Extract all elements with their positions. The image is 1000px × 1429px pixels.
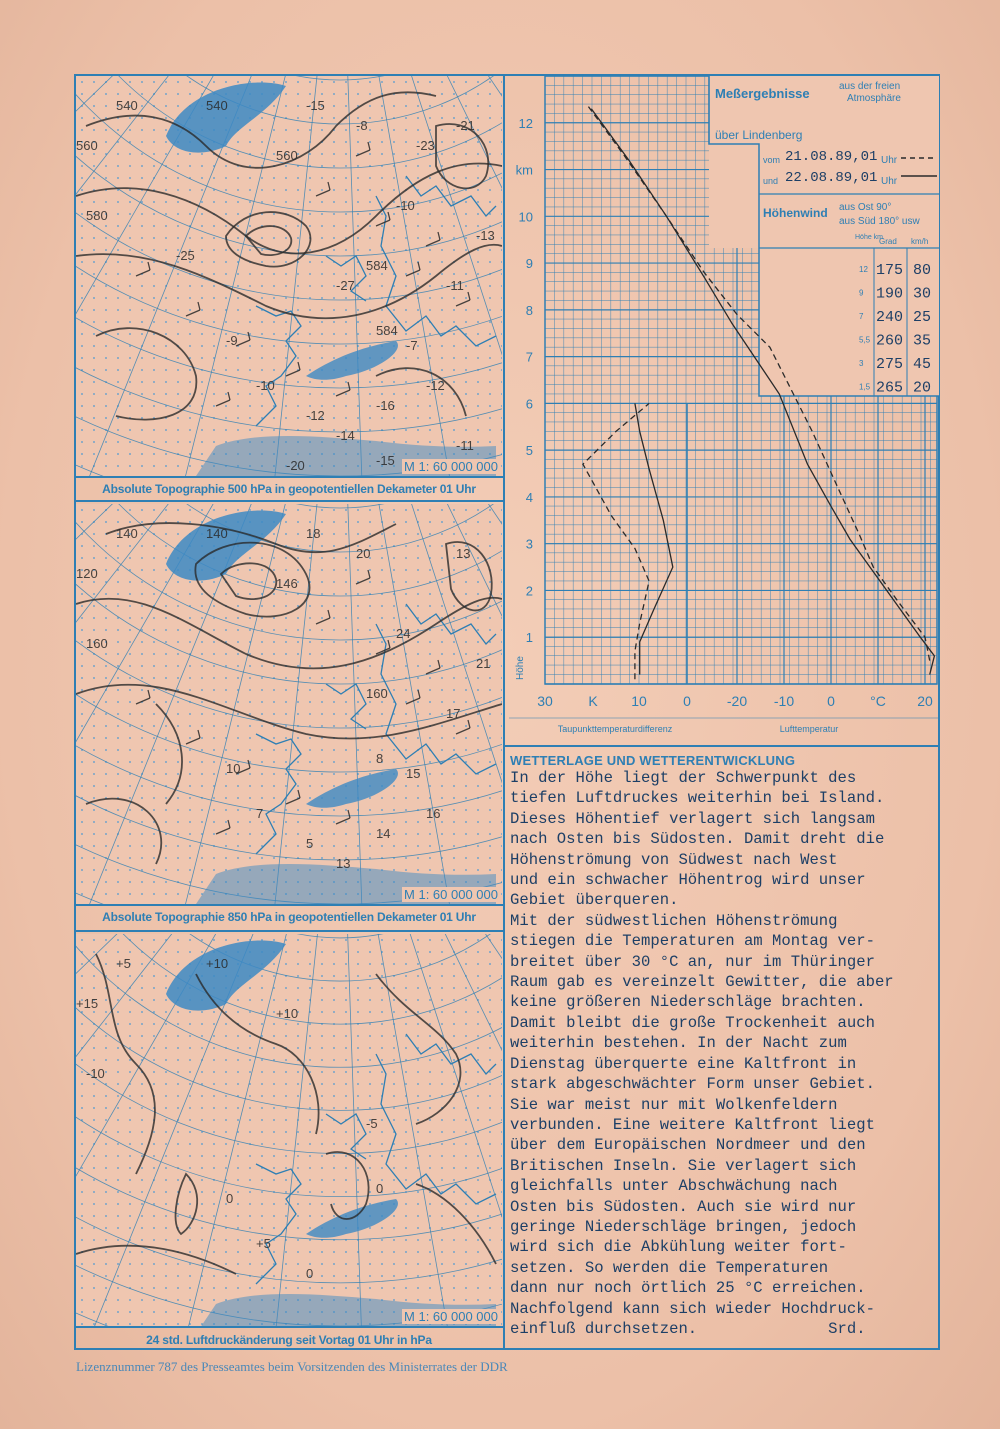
wind-row-height: 3 <box>859 359 864 368</box>
coastline <box>376 1054 496 1204</box>
map-caption: Absolute Topographie 850 hPa in geopotentiellen Dekameter 01 Uhr <box>102 910 476 924</box>
map-value-label: -10 <box>86 1066 105 1081</box>
wind-barb <box>468 292 470 300</box>
map-value-label: 17 <box>446 706 461 721</box>
grid-parallel <box>76 934 502 1326</box>
wind-row-height: 1,5 <box>859 382 871 392</box>
isoline <box>76 685 502 739</box>
grid-parallel <box>76 76 502 212</box>
isoline <box>96 954 155 1174</box>
grid-meridian <box>340 504 410 904</box>
wind-barb <box>368 142 370 150</box>
text-line: über dem Europäischen Nordmeer und den <box>510 1136 866 1155</box>
uhr-label: Uhr <box>881 155 898 166</box>
y-tick-label: 4 <box>525 489 533 505</box>
map-value-label: 560 <box>276 148 298 163</box>
wind-row-height: 5,5 <box>859 335 871 345</box>
wind-barb <box>456 300 470 306</box>
wind-barb <box>438 232 440 240</box>
map-value-label: -9 <box>226 333 238 348</box>
grid-parallel <box>76 934 502 1326</box>
text-line: Osten bis Südosten. Auch sie wird nur <box>510 1197 857 1216</box>
sounding-station: über Lindenberg <box>715 128 803 142</box>
x-tick-label: -20 <box>726 693 748 709</box>
map-value-label: 5 <box>306 836 314 851</box>
map-value-label: -10 <box>396 198 415 213</box>
text-line: Raum gab es vereinzelt Gewitter, die aber <box>510 973 894 992</box>
map-value-label: +10 <box>276 1006 299 1021</box>
y-axis-label: Höhe <box>515 656 526 680</box>
wind-barb <box>356 150 370 156</box>
grid-parallel <box>76 934 502 1110</box>
wind-row-direction: 260 <box>876 332 904 350</box>
wind-barb <box>336 818 350 824</box>
wind-barb <box>298 790 300 798</box>
column-divider <box>503 74 505 1350</box>
map-850hpa-drawing <box>76 504 502 904</box>
text-line: verbunden. Eine weitere Kaltfront liegt <box>510 1115 875 1134</box>
wind-barb <box>148 690 150 698</box>
wind-row-speed: 45 <box>913 356 932 373</box>
map-value-label: 13 <box>456 546 471 561</box>
wind-barb <box>228 820 230 828</box>
sounding-subtitle: Atmosphäre <box>847 93 901 104</box>
y-tick-label: 7 <box>525 349 533 365</box>
x-axis-label-right: Lufttemperatur <box>779 724 839 734</box>
grid-parallel <box>76 504 502 684</box>
coastline <box>376 624 496 774</box>
y-tick-label: 6 <box>525 396 533 412</box>
wind-barb <box>328 610 330 618</box>
map-value-label: 15 <box>406 766 421 781</box>
sounding-subtitle: aus der freien <box>839 81 901 92</box>
grid-parallel <box>76 934 502 1154</box>
text-line: Dieses Höhentief verlagert sich langsam <box>510 809 875 828</box>
sounding-chart-svg <box>509 76 939 744</box>
wind-barb <box>348 810 350 818</box>
weather-text-title: WETTERLAGE UND WETTERENTWICKLUNG <box>510 753 796 768</box>
wind-barb <box>388 640 390 648</box>
map-value-label: +5 <box>116 956 131 971</box>
isoline <box>156 704 182 804</box>
map-value-label: -7 <box>406 338 418 353</box>
wind-barb <box>418 690 420 698</box>
wind-barb <box>286 798 300 804</box>
map-value-label: 160 <box>366 686 388 701</box>
weather-text-body <box>510 768 930 1339</box>
map-value-label: 21 <box>476 656 491 671</box>
wind-barb <box>198 302 200 310</box>
text-line: nach Osten bis Südosten. Damit dreht die <box>510 830 885 849</box>
wind-row-speed: 80 <box>913 262 932 279</box>
grid-parallel <box>76 76 502 124</box>
map-value-label: +15 <box>76 996 99 1011</box>
isoline <box>76 245 502 318</box>
map-value-label: -12 <box>426 378 445 393</box>
wind-panel-bg <box>759 248 939 396</box>
wind-row-speed: 30 <box>913 285 932 303</box>
wind-barb <box>376 220 390 226</box>
y-tick-label: 9 <box>525 256 533 272</box>
coastline <box>256 734 301 854</box>
map-scale-label: M 1: 60 000 000 <box>404 459 498 474</box>
grid-parallel <box>76 76 502 476</box>
text-line: breitet über 30 °C an, nur im Thüringer <box>510 952 875 971</box>
y-tick-label: 3 <box>525 536 533 552</box>
map-scale-label: M 1: 60 000 000 <box>404 887 498 902</box>
text-line: Nachfolgend kann sich wieder Hochdruck- <box>510 1299 875 1318</box>
text-line: Britischen Inseln. Sie verlagert sich <box>510 1156 857 1175</box>
wind-row-speed: 20 <box>913 379 932 397</box>
y-tick-label: km <box>515 162 533 178</box>
wind-barb <box>148 262 150 270</box>
wind-barb <box>198 730 200 738</box>
x-tick-label: °C <box>870 693 886 709</box>
y-tick-label: 5 <box>525 443 533 459</box>
map-value-label: -23 <box>416 138 435 153</box>
text-line: Sie war meist nur mit Wolkenfeldern <box>510 1095 838 1114</box>
wind-barb <box>368 570 370 578</box>
map-value-label: -16 <box>376 398 395 413</box>
wind-barb <box>468 720 470 728</box>
isoline <box>76 1246 236 1274</box>
wind-barb <box>136 698 150 704</box>
wind-barb <box>248 760 250 768</box>
wind-row-direction: 190 <box>876 285 904 303</box>
wind-col-header: Grad <box>879 237 897 246</box>
wind-barb <box>286 370 300 376</box>
grid-parallel <box>76 76 502 476</box>
license-line: Lizenznummer 787 des Presseamtes beim Vorsitzenden des Ministerrates der DDR <box>76 1359 508 1374</box>
text-line: setzen. So werden die Temperaturen <box>510 1258 829 1277</box>
wind-barb <box>356 578 370 584</box>
wind-row-height: 12 <box>859 265 868 274</box>
map-value-label: 13 <box>336 856 351 871</box>
wind-barb <box>316 618 330 624</box>
text-line: keine größeren Niederschläge brachten. <box>510 993 866 1012</box>
wind-barb <box>316 190 330 196</box>
map-caption: Absolute Topographie 500 hPa in geopotentiellen Dekameter 01 Uhr <box>102 482 476 496</box>
isoline <box>416 1184 496 1264</box>
wind-barb <box>236 340 250 346</box>
sounding-chart <box>509 76 939 744</box>
map-value-label: -15 <box>376 453 395 468</box>
isoline <box>76 598 502 669</box>
map-value-label: 580 <box>86 208 108 223</box>
map-pressure-change-drawing <box>76 934 502 1326</box>
isoline <box>436 124 488 188</box>
map-value-label: 560 <box>76 138 98 153</box>
map-value-label: +5 <box>256 1236 271 1251</box>
map-value-label: -14 <box>336 428 355 443</box>
wind-row-speed: 25 <box>913 309 932 326</box>
x-tick-label: -10 <box>773 693 795 709</box>
map-value-label: -13 <box>476 228 495 243</box>
map-value-label: -8 <box>356 118 368 133</box>
to-date: 22.08.89,01 <box>785 170 878 186</box>
coastline <box>406 1034 496 1074</box>
map-value-label: -11 <box>456 438 474 453</box>
map-500hpa <box>76 76 502 476</box>
grid-parallel <box>76 76 502 476</box>
text-line: stark abgeschwächter Form unser Gebiet. <box>510 1075 875 1094</box>
map-value-label: 540 <box>116 98 138 113</box>
wind-line: aus Süd 180° usw <box>839 216 920 227</box>
wind-barb <box>336 390 350 396</box>
x-tick-label: K <box>588 693 598 709</box>
wind-title: Höhenwind <box>763 206 828 220</box>
map-value-label: 10 <box>226 761 241 776</box>
from-date: 21.08.89,01 <box>785 149 878 165</box>
wind-barb <box>328 182 330 190</box>
map-value-label: -5 <box>366 1116 378 1131</box>
wind-row-direction: 275 <box>876 356 904 373</box>
text-line: Höhenströmung von Südwest nach West <box>510 850 838 869</box>
text-line: einfluß durchsetzen. Srd. <box>510 1319 866 1338</box>
map-caption: 24 std. Luftdruckänderung seit Vortag 01 Uhr in hPa <box>146 1333 432 1347</box>
wind-line: aus Ost 90° <box>839 202 892 213</box>
map-value-label: -12 <box>306 408 325 423</box>
grid-parallel <box>76 76 502 476</box>
to-label: und <box>763 176 779 186</box>
grid-parallel <box>76 504 502 552</box>
wind-barb <box>438 660 440 668</box>
map-value-label: -21 <box>456 118 475 133</box>
text-line: Gebiet überqueren. <box>510 891 679 910</box>
wind-row-direction: 240 <box>876 309 904 326</box>
grid-parallel <box>76 504 502 904</box>
text-line: stiegen die Temperaturen am Montag ver- <box>510 932 875 951</box>
grid-meridian <box>340 76 410 476</box>
map-value-label: -25 <box>176 248 195 263</box>
grid-parallel <box>77 934 502 981</box>
greenland-shape <box>166 83 286 153</box>
alps-shape <box>306 341 398 380</box>
map-value-label: -27 <box>336 278 355 293</box>
grid-parallel <box>116 504 502 508</box>
map-value-label: 18 <box>306 526 321 541</box>
isoline <box>326 1152 369 1219</box>
x-tick-label: 20 <box>917 693 933 709</box>
map-value-label: 146 <box>276 576 298 591</box>
map-value-label: 584 <box>366 258 388 273</box>
y-tick-label: 1 <box>525 630 533 646</box>
grid-parallel <box>76 934 502 1326</box>
map-value-label: 0 <box>376 1181 384 1196</box>
wind-barb <box>186 310 200 316</box>
from-label: vom <box>763 155 781 165</box>
map-value-label: 8 <box>376 751 384 766</box>
text-line: In der Höhe liegt der Schwerpunkt des <box>510 769 857 787</box>
coastline <box>256 306 301 426</box>
uhr-label: Uhr <box>881 176 898 187</box>
x-tick-label: 0 <box>683 693 691 709</box>
wind-row-height: 7 <box>859 312 864 321</box>
map-pressure-change <box>76 934 502 1326</box>
wind-row-direction: 265 <box>876 379 904 397</box>
wind-barb <box>388 212 390 220</box>
map-value-label: 140 <box>116 526 138 541</box>
map-value-label: 14 <box>376 826 391 841</box>
map-value-label: 20 <box>356 546 371 561</box>
grid-parallel <box>76 504 502 904</box>
wind-col-header: Höhe km <box>855 234 884 241</box>
coastline <box>326 684 366 729</box>
map-value-label: 120 <box>76 566 98 581</box>
grid-parallel <box>76 76 502 256</box>
text-line: tiefen Luftdruckes weiterhin bei Island. <box>510 789 885 808</box>
map-scale-label: M 1: 60 000 000 <box>404 1309 498 1324</box>
map-850hpa <box>76 504 502 904</box>
map-value-label: 540 <box>206 98 228 113</box>
coastline <box>256 1164 301 1284</box>
wind-barb <box>136 270 150 276</box>
map-value-label: -10 <box>256 378 275 393</box>
grid-parallel <box>76 504 502 904</box>
sounding-title: Meßergebnisse <box>715 86 810 101</box>
text-line: geringe Niederschläge bringen, jedoch <box>510 1217 857 1236</box>
grid-parallel <box>121 934 502 938</box>
grid-parallel <box>76 934 502 1326</box>
wind-barb <box>216 400 230 406</box>
wind-barb <box>248 332 250 340</box>
x-tick-label: 10 <box>631 693 647 709</box>
text-line: weiterhin bestehen. In der Nacht zum <box>510 1034 847 1053</box>
map-caption-rule <box>74 1326 505 1328</box>
text-line: und ein schwacher Höhentrog wird unser <box>510 871 866 890</box>
wind-barb <box>456 728 470 734</box>
wind-barb <box>228 392 230 400</box>
greenland-shape <box>166 941 286 1011</box>
wind-barb <box>298 362 300 370</box>
wind-barb <box>216 828 230 834</box>
y-tick-label: 12 <box>518 115 533 131</box>
wind-row-height: 9 <box>859 288 864 298</box>
x-axis-label-left: Taupunkttemperaturdifferenz <box>557 724 673 734</box>
wind-barb <box>348 382 350 390</box>
map-value-label: 584 <box>376 323 398 338</box>
map-value-label: 24 <box>396 626 411 641</box>
y-tick-label: 8 <box>525 302 533 318</box>
text-line: gleichfalls unter Abschwächung nach <box>510 1177 838 1196</box>
text-line: dann nur noch örtlich 25 °C erreichen. <box>510 1279 866 1298</box>
y-tick-label: 2 <box>525 583 533 599</box>
map-value-label: 160 <box>86 636 108 651</box>
text-line: Dienstag überquerte eine Kaltfront in <box>510 1054 857 1073</box>
text-line: Mit der südwestlichen Höhenströmung <box>510 911 838 930</box>
wind-col-header: km/h <box>911 237 929 246</box>
grid-parallel <box>116 76 502 80</box>
map-value-label: 0 <box>306 1266 314 1281</box>
map-500hpa-drawing <box>76 76 502 476</box>
x-tick-label: 0 <box>827 693 835 709</box>
x-tick-label: 30 <box>537 693 553 709</box>
map-value-label: -11 <box>446 278 464 293</box>
wind-row-speed: 35 <box>913 332 932 350</box>
map-value-label: 0 <box>226 1191 234 1206</box>
grid-parallel <box>76 504 502 772</box>
alps-shape <box>306 769 398 808</box>
grid-parallel <box>76 504 502 904</box>
isoline <box>96 328 196 419</box>
text-divider <box>503 745 940 747</box>
map-value-label: -15 <box>306 98 325 113</box>
text-line: Damit bleibt die große Trockenheit auch <box>510 1013 875 1032</box>
isoline <box>176 1174 198 1234</box>
y-tick-label: 10 <box>518 209 533 225</box>
wind-barb <box>418 262 420 270</box>
wind-barb <box>186 738 200 744</box>
map-value-label: 140 <box>206 526 228 541</box>
map-value-label: -20 <box>286 458 305 473</box>
map-value-label: 16 <box>426 806 441 821</box>
wind-row-direction: 175 <box>876 262 904 279</box>
text-line: wird sich die Abkühlung weiter fort- <box>510 1238 847 1257</box>
map-value-label: 7 <box>256 806 264 821</box>
map-value-label: +10 <box>206 956 229 971</box>
isoline <box>221 563 276 599</box>
